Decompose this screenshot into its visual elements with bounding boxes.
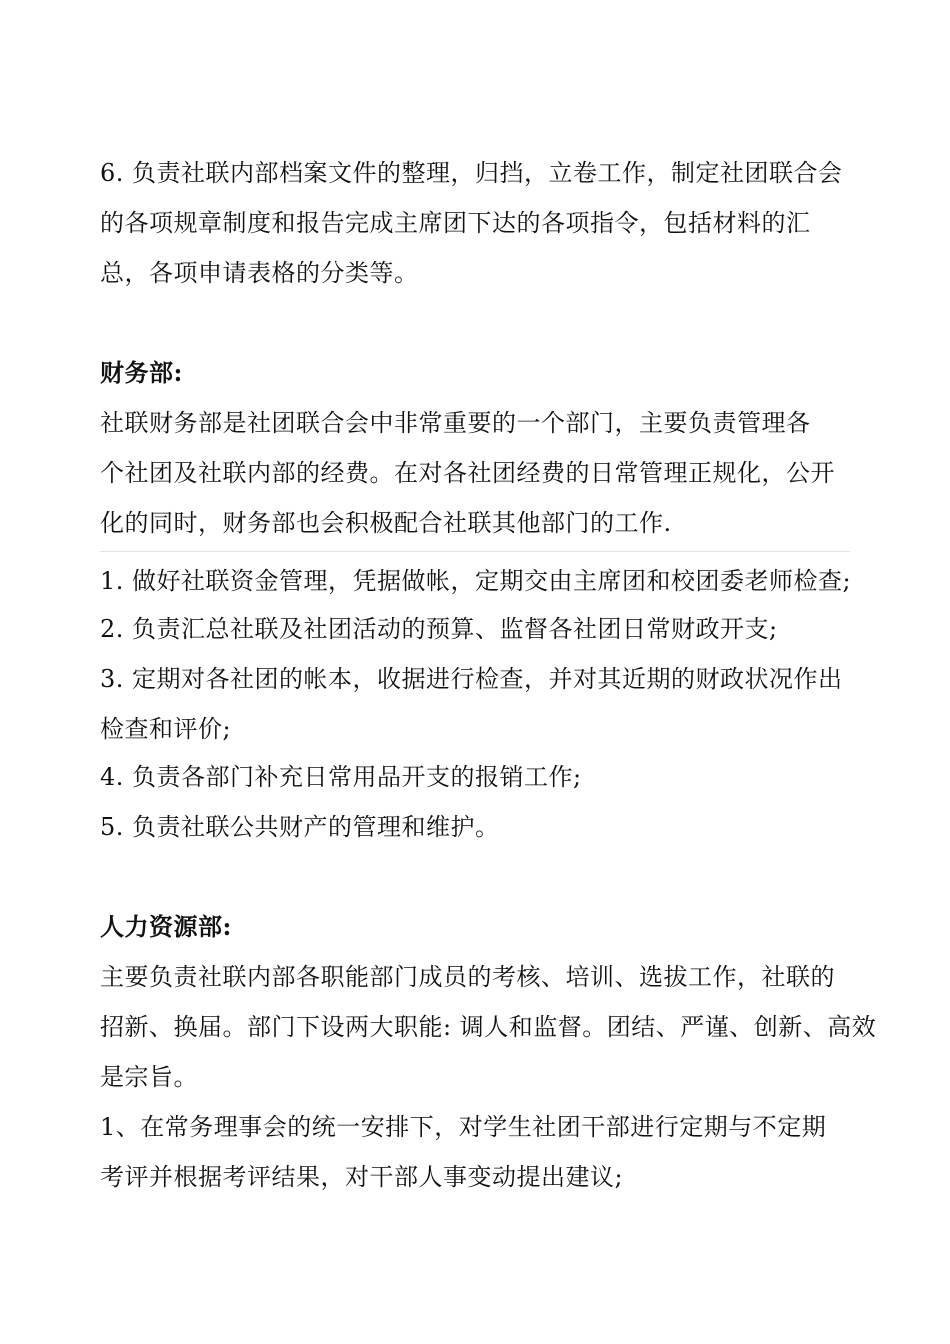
secretariat-item-6-line-2: 的各项规章制度和报告完成主席团下达的各项指令，包括材料的汇 bbox=[100, 209, 811, 237]
hr-intro-line-3: 是宗旨。 bbox=[100, 1063, 198, 1091]
finance-heading: 财务部: bbox=[100, 358, 183, 387]
secretariat-item-6-line-1: 6. 负责社联内部档案文件的整理，归挡，立卷工作，制定社团联合会 bbox=[100, 159, 843, 187]
hr-item-1-line-2: 考评并根据考评结果，对干部人事变动提出建议; bbox=[100, 1163, 624, 1191]
finance-item-1: 1. 做好社联资金管理，凭据做帐，定期交由主席团和校团委老师检查; bbox=[100, 567, 852, 595]
finance-intro-line-2: 个社团及社联内部的经费。在对各社团经费的日常管理正规化，公开 bbox=[100, 459, 835, 487]
finance-intro-line-3: 化的同时，财务部也会积极配合社联其他部门的工作. bbox=[100, 509, 672, 537]
finance-item-5: 5. 负责社联公共财产的管理和维护。 bbox=[100, 813, 500, 841]
finance-item-4: 4. 负责各部门补充日常用品开支的报销工作; bbox=[100, 763, 582, 791]
finance-item-3-line-2: 检查和评价; bbox=[100, 715, 232, 743]
section-divider bbox=[100, 551, 850, 552]
secretariat-item-6-line-3: 总，各项申请表格的分类等。 bbox=[100, 259, 419, 287]
hr-intro-line-2: 招新、换届。部门下设两大职能: 调人和监督。团结、严谨、创新、高效 bbox=[100, 1013, 877, 1041]
hr-intro-line-1: 主要负责社联内部各职能部门成员的考核、培训、选拔工作，社联的 bbox=[100, 963, 835, 991]
finance-item-2: 2. 负责汇总社联及社团活动的预算、监督各社团日常财政开支; bbox=[100, 615, 778, 643]
hr-heading: 人力资源部: bbox=[100, 912, 232, 941]
finance-item-3-line-1: 3. 定期对各社团的帐本，收据进行检查，并对其近期的财政状况作出 bbox=[100, 665, 843, 693]
hr-item-1-line-1: 1、在常务理事会的统一安排下，对学生社团干部进行定期与不定期 bbox=[100, 1113, 827, 1141]
finance-intro-line-1: 社联财务部是社团联合会中非常重要的一个部门，主要负责管理各 bbox=[100, 409, 811, 437]
